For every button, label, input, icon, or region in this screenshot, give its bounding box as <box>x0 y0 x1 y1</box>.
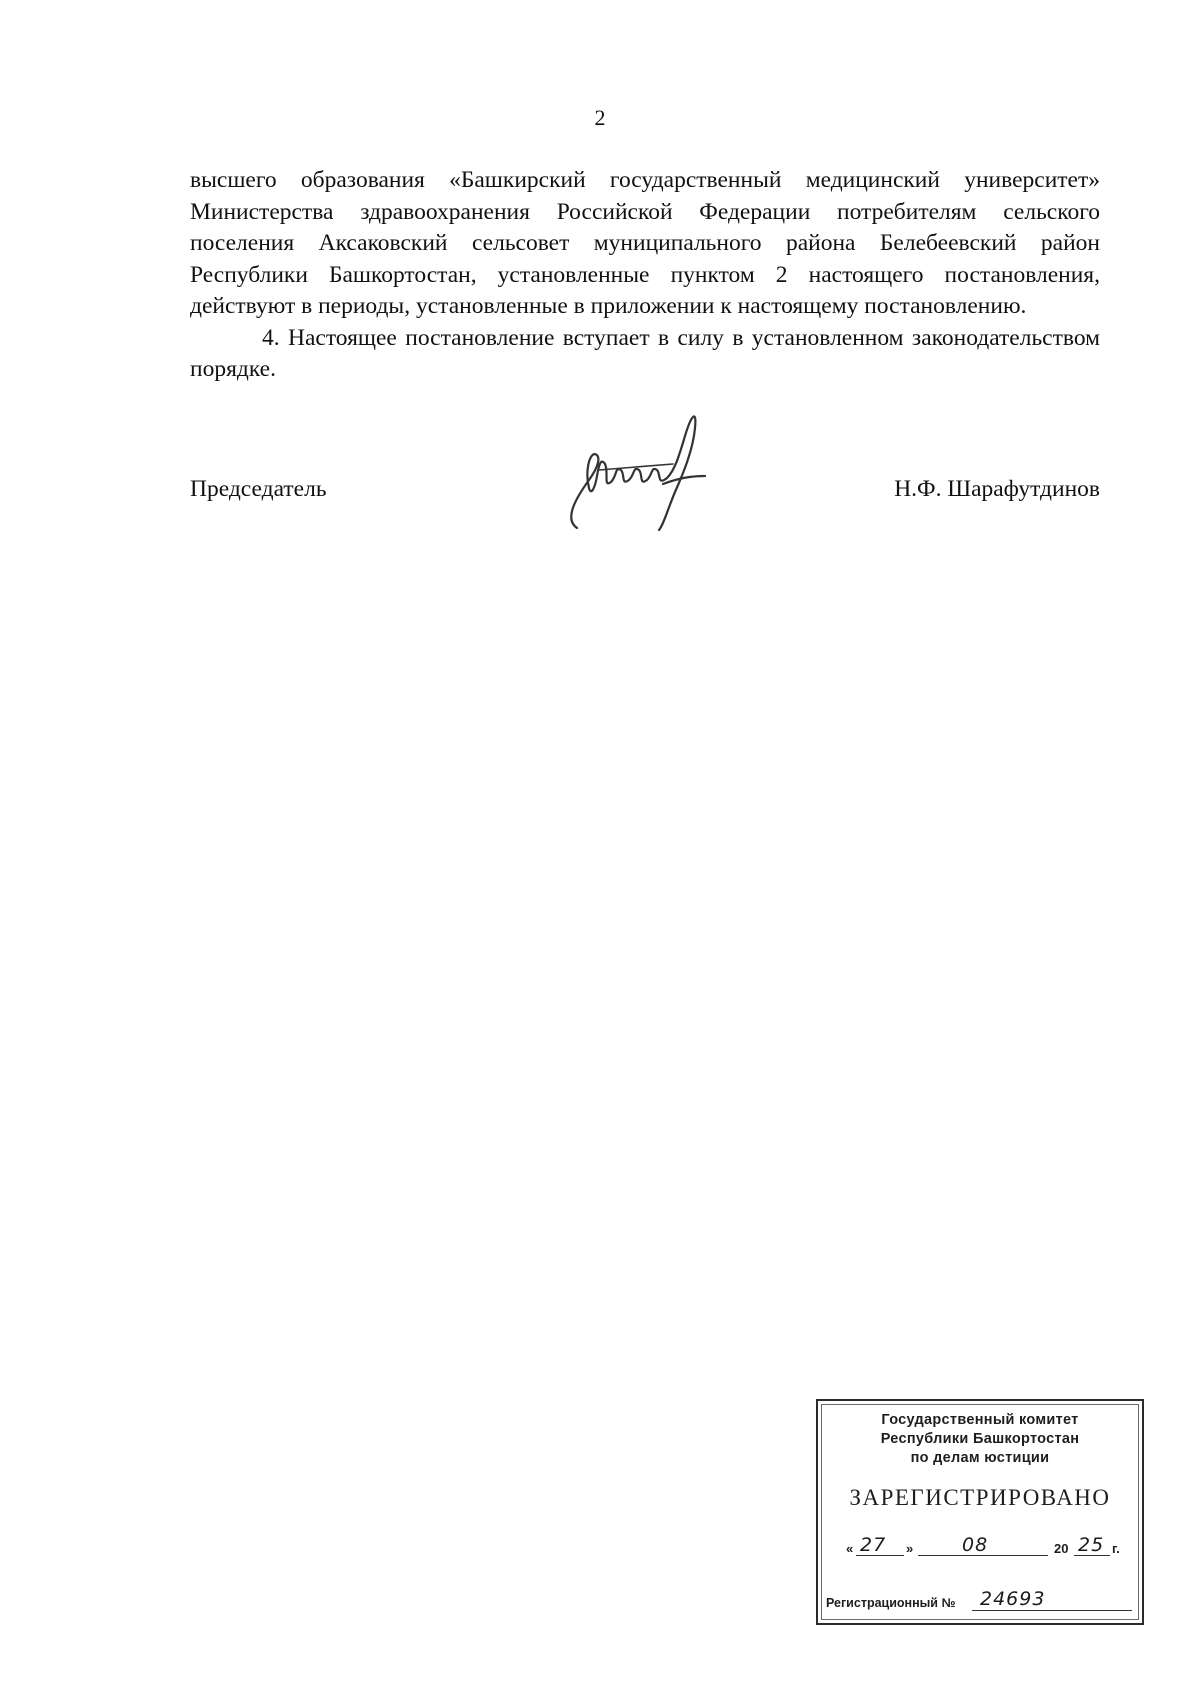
handwritten-signature <box>555 410 715 540</box>
stamp-org-line: по делам юстиции <box>910 1450 1050 1466</box>
document-body <box>190 165 1100 386</box>
paragraph-3-continuation: высшего образования «Башкирский государственный медицинский университет» Министерства здравоохранения Российской Федерации потребителям сельского поселения Аксаковский сельсовет муниципального района Белебеевский район Республики Башкортостан, установленные пунктом 2 настоящего постановления, действуют в периоды, установленные в приложении к настоящему постановлению. <box>190 167 1100 319</box>
date-close-quote: » <box>906 1541 914 1556</box>
stamp-registration-row <box>826 1585 1126 1613</box>
paragraph-4: 4. Настоящее постановление вступает в силу в установленном законодательством порядке. <box>190 324 1100 382</box>
stamp-date-row <box>846 1532 1126 1558</box>
signatory-title: Председатель <box>190 476 327 502</box>
page-number: 2 <box>594 105 606 130</box>
reg-number: 24693 <box>980 1588 1046 1610</box>
date-suffix: г. <box>1112 1541 1120 1556</box>
date-year: 25 <box>1078 1534 1105 1556</box>
stamp-org-line: Государственный комитет <box>881 1412 1079 1428</box>
stamp-status: ЗАРЕГИСТРИРОВАНО <box>849 1485 1111 1510</box>
registration-stamp <box>816 1399 1144 1625</box>
stamp-org-line: Республики Башкортостан <box>880 1431 1080 1447</box>
date-century: 20 <box>1054 1541 1069 1556</box>
reg-label: Регистрационный № <box>826 1596 956 1610</box>
stamp-organization <box>818 1411 1142 1468</box>
date-open-quote: « <box>846 1541 854 1556</box>
signatory-name: Н.Ф. Шарафутдинов <box>894 476 1100 502</box>
date-day: 27 <box>860 1534 887 1556</box>
date-month: 08 <box>962 1534 989 1556</box>
